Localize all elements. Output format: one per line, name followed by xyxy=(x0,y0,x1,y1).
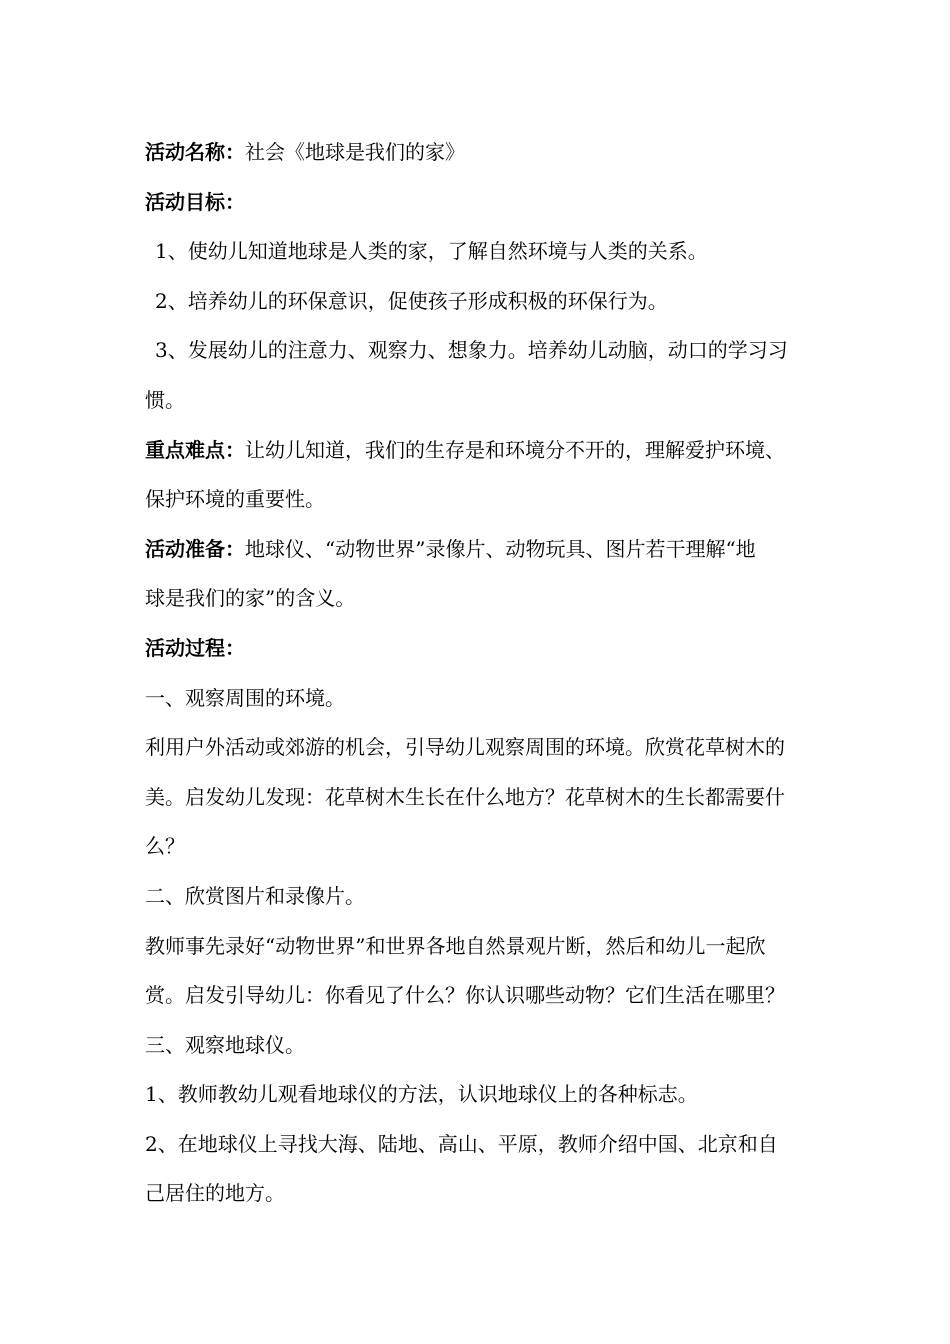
process-step-2-heading: 二、欣赏图片和录像片。 xyxy=(145,883,365,908)
goal-item-2: 2、培养幼儿的环保意识，促使孩子形成积极的环保行为。 xyxy=(155,288,668,313)
goal-item-1: 1、使幼儿知道地球是人类的家，了解自然环境与人类的关系。 xyxy=(155,239,708,264)
key-points-label: 重点难点： xyxy=(145,437,245,462)
key-points-line xyxy=(145,426,863,476)
process-paragraph-line: 教师事先录好“动物世界”和世界各地自然景观片断，然后和幼儿一起欣 xyxy=(145,933,766,958)
process-paragraph-line: 2、在地球仪上寻找大海、陆地、高山、平原，教师介绍中国、北京和自 xyxy=(145,1131,778,1156)
process-step-3-heading: 三、观察地球仪。 xyxy=(145,1032,305,1057)
process-paragraph-line: 赏。启发引导幼儿：你看见了什么？你认识哪些动物？它们生活在哪里？ xyxy=(145,983,785,1008)
process-paragraph-line: 利用户外活动或郊游的机会，引导幼儿观察周围的环境。欣赏花草树木的 xyxy=(145,735,785,760)
process-paragraph-line: 美。启发幼儿发现：花草树木生长在什么地方？花草树木的生长都需要什 xyxy=(145,784,785,809)
activity-name-label: 活动名称： xyxy=(145,140,245,164)
preparation-label: 活动准备： xyxy=(145,536,245,561)
key-points-continued: 保护环境的重要性。 xyxy=(145,487,325,512)
goals-label: 活动目标： xyxy=(145,189,245,214)
process-paragraph-line: 么？ xyxy=(145,834,185,859)
process-paragraph-line: 己居住的地方。 xyxy=(145,1181,285,1206)
process-heading xyxy=(145,624,863,674)
activity-name-line xyxy=(145,128,863,178)
goal-item-3-continued: 惯。 xyxy=(145,387,185,412)
process-step-1-heading: 一、观察周围的环境。 xyxy=(145,685,345,710)
preparation-line xyxy=(145,525,863,575)
preparation-text: 地球仪、“动物世界”录像片、动物玩具、图片若干理解“地 xyxy=(245,536,756,561)
goals-heading xyxy=(145,178,863,228)
activity-name-value: 社会《地球是我们的家》 xyxy=(245,140,465,164)
lesson-plan-body xyxy=(145,128,863,1219)
preparation-continued: 球是我们的家”的含义。 xyxy=(145,586,356,611)
key-points-text: 让幼儿知道，我们的生存是和环境分不开的，理解爱护环境、 xyxy=(245,437,785,462)
goal-item-3: 3、发展幼儿的注意力、观察力、想象力。培养幼儿动脑，动口的学习习 xyxy=(155,338,788,363)
process-paragraph-line: 1、教师教幼儿观看地球仪的方法，认识地球仪上的各种标志。 xyxy=(145,1082,698,1107)
process-label: 活动过程： xyxy=(145,635,245,660)
